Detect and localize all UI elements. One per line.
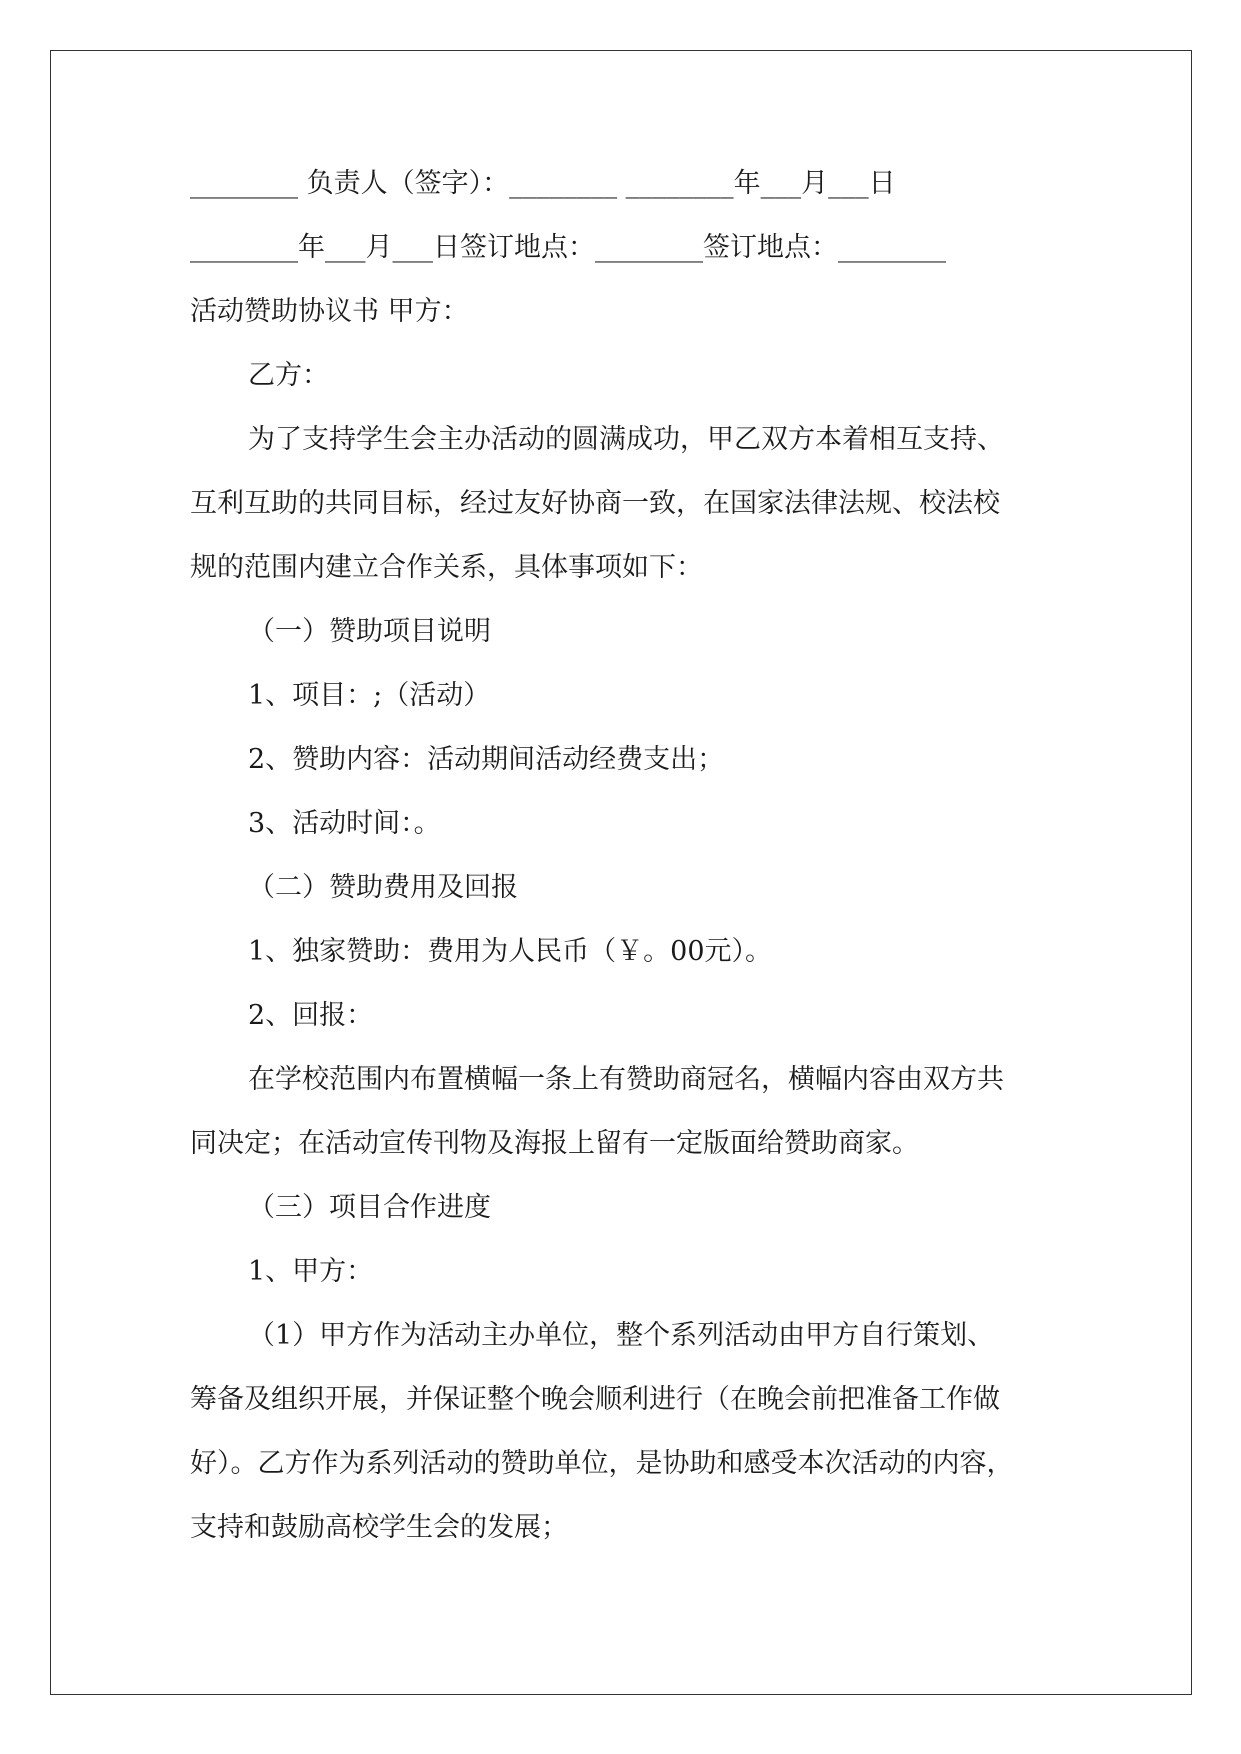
list-item: 2、回报： xyxy=(248,1000,374,1031)
list-item: 1、项目：;（活动） xyxy=(248,680,491,711)
section-heading: （一）赞助项目说明 xyxy=(248,616,491,647)
paragraph-line: （1）甲方作为活动主办单位，整个系列活动由甲方自行策划、 xyxy=(248,1320,995,1351)
list-item: 3、活动时间：。 xyxy=(248,808,441,839)
paragraph-line: 为了支持学生会主办活动的圆满成功，甲乙双方本着相互支持、 xyxy=(248,424,1004,455)
paragraph-line: 互利互助的共同目标，经过友好协商一致，在国家法律法规、校法校 xyxy=(190,488,1000,519)
section-heading: （三）项目合作进度 xyxy=(248,1192,491,1223)
paragraph-line: 规的范围内建立合作关系，具体事项如下： xyxy=(190,552,703,583)
paragraph-line: 好）。乙方作为系列活动的赞助单位，是协助和感受本次活动的内容， xyxy=(190,1448,1014,1479)
section-heading: （二）赞助费用及回报 xyxy=(248,872,518,903)
paragraph-line: 同决定；在活动宣传刊物及海报上留有一定版面给赞助商家。 xyxy=(190,1128,919,1159)
party-b-line: 乙方： xyxy=(248,360,329,391)
agreement-title-line: 活动赞助协议书 甲方： xyxy=(190,296,469,327)
paragraph-line: 在学校范围内布置横幅一条上有赞助商冠名，横幅内容由双方共 xyxy=(248,1064,1004,1095)
date-location-line: ________年___月___日签订地点：________签订地点：________ xyxy=(190,232,946,263)
list-item: 1、独家赞助：费用为人民币（￥。00元）。 xyxy=(248,936,773,967)
paragraph-line: 筹备及组织开展，并保证整个晚会顺利进行（在晚会前把准备工作做 xyxy=(190,1384,1000,1415)
list-item: 1、甲方： xyxy=(248,1256,374,1287)
signature-line: ________ 负责人（签字）：________ ________年___月___日 xyxy=(190,168,896,199)
list-item: 2、赞助内容：活动期间活动经费支出； xyxy=(248,744,725,775)
paragraph-line: 支持和鼓励高校学生会的发展； xyxy=(190,1512,568,1543)
